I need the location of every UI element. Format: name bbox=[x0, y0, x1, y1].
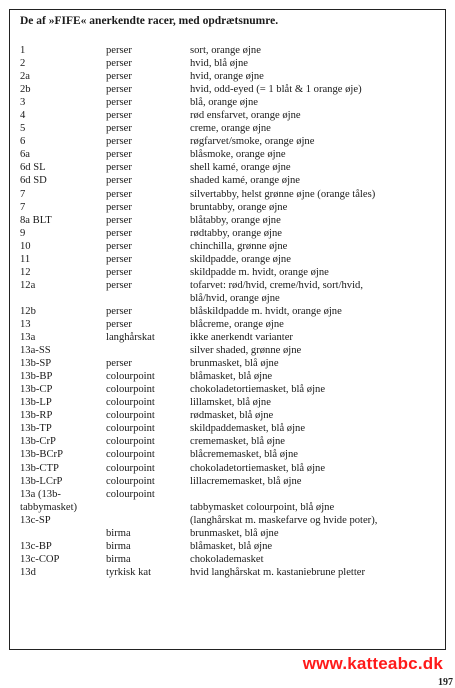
breed-number: 13d bbox=[20, 566, 36, 578]
breed-number: 3 bbox=[20, 97, 26, 109]
breed-description: (langhårskat m. maskefarve og hvide poter), bbox=[190, 514, 378, 526]
breed-number: 13 bbox=[20, 318, 31, 330]
breed-description: sort, orange øjne bbox=[190, 45, 261, 56]
breed-description: blåtabby, orange øjne bbox=[190, 214, 281, 226]
breed-description: hvid, blå øjne bbox=[190, 58, 248, 70]
breed-description: hvid langhårskat m. kastaniebrune pletter bbox=[190, 566, 366, 578]
breed-description: ikke anerkendt varianter bbox=[190, 332, 293, 344]
breed-description: brunmasket, blå øjne bbox=[190, 527, 279, 539]
breed-description: tabbymasket colourpoint, blå øjne bbox=[190, 501, 335, 513]
breed-type: perser bbox=[106, 279, 132, 291]
breed-type: perser bbox=[106, 227, 132, 239]
breed-type: perser bbox=[106, 188, 132, 200]
table-row bbox=[0, 344, 455, 357]
table-row bbox=[0, 422, 455, 435]
breed-type: perser bbox=[106, 45, 132, 56]
breed-description: rødtabby, orange øjne bbox=[190, 227, 282, 239]
breed-description: shell kamé, orange øjne bbox=[190, 162, 291, 174]
table-row bbox=[0, 122, 455, 135]
breed-description: blå, orange øjne bbox=[190, 97, 258, 109]
table-row bbox=[0, 279, 455, 305]
breed-description: crememasket, blå øjne bbox=[190, 436, 286, 448]
breed-type: colourpoint bbox=[106, 462, 155, 474]
breed-number: 12a bbox=[20, 279, 36, 291]
breed-type: perser bbox=[106, 358, 132, 370]
breed-number: 6a bbox=[20, 149, 30, 161]
breed-type: perser bbox=[106, 162, 132, 174]
breed-number: 9 bbox=[20, 227, 26, 239]
breed-type: colourpoint bbox=[106, 410, 155, 422]
breed-type: perser bbox=[106, 123, 132, 135]
breed-number: 7 bbox=[20, 188, 26, 200]
breed-description: skildpadde m. hvidt, orange øjne bbox=[190, 266, 329, 278]
table-row bbox=[0, 540, 455, 553]
table-row bbox=[0, 409, 455, 422]
breed-type: birma bbox=[106, 540, 131, 552]
breed-number: 13c-BP bbox=[20, 540, 52, 552]
breed-number: 5 bbox=[20, 123, 26, 135]
breed-description: skildpadde, orange øjne bbox=[190, 253, 291, 265]
breed-table bbox=[0, 44, 455, 579]
breed-type: perser bbox=[106, 136, 132, 148]
table-row bbox=[0, 527, 455, 540]
breed-description: blåskildpadde m. hvidt, orange øjne bbox=[190, 305, 342, 317]
breed-type: perser bbox=[106, 266, 132, 278]
breed-number: 1 bbox=[20, 45, 26, 56]
breed-description: creme, orange øjne bbox=[190, 123, 271, 135]
watermark[interactable]: www.katteabc.dk bbox=[302, 654, 443, 673]
table-row bbox=[0, 514, 455, 527]
breed-number: 13b-LP bbox=[20, 397, 52, 409]
breed-description: bruntabby, orange øjne bbox=[190, 201, 288, 213]
breed-description: blåcreme, orange øjne bbox=[190, 318, 284, 330]
table-row bbox=[0, 370, 455, 383]
breed-number: 6d SD bbox=[20, 175, 47, 187]
breed-description: shaded kamé, orange øjne bbox=[190, 175, 301, 187]
breed-type: perser bbox=[106, 71, 132, 83]
breed-type: perser bbox=[106, 110, 132, 122]
breed-description: hvid, odd-eyed (= 1 blåt & 1 orange øje) bbox=[190, 84, 362, 96]
breed-type: perser bbox=[106, 58, 132, 70]
breed-number: 13a-SS bbox=[20, 345, 51, 357]
breed-description: blåmasket, blå øjne bbox=[190, 540, 273, 552]
breed-description: hvid, orange øjne bbox=[190, 71, 264, 83]
table-row bbox=[0, 214, 455, 227]
table-row bbox=[0, 96, 455, 109]
breed-number: 4 bbox=[20, 110, 26, 122]
table-row bbox=[0, 553, 455, 566]
breed-type: colourpoint bbox=[106, 371, 155, 383]
breed-description: chokoladetortiemasket, blå øjne bbox=[190, 384, 326, 396]
table-row bbox=[0, 566, 455, 579]
table-row bbox=[0, 201, 455, 214]
breed-description: skildpaddemasket, blå øjne bbox=[190, 423, 306, 435]
breed-type: perser bbox=[106, 253, 132, 265]
table-row bbox=[0, 174, 455, 187]
breed-description: lillacrememasket, blå øjne bbox=[190, 475, 302, 487]
breed-description: chokoladetortiemasket, blå øjne bbox=[190, 462, 326, 474]
breed-description: rødmasket, blå øjne bbox=[190, 410, 274, 422]
breed-type: colourpoint bbox=[106, 384, 155, 396]
breed-number: 13b-LCrP bbox=[20, 475, 63, 487]
breed-description: blåmasket, blå øjne bbox=[190, 371, 273, 383]
breed-type: perser bbox=[106, 84, 132, 96]
breed-description: tofarvet: rød/hvid, creme/hvid, sort/hvid, blå/hvid, orange øjne bbox=[190, 279, 363, 304]
breed-description: blåcrememasket, blå øjne bbox=[190, 449, 298, 461]
table-row bbox=[0, 357, 455, 370]
table-row bbox=[0, 70, 455, 83]
table-row bbox=[0, 135, 455, 148]
breed-type: perser bbox=[106, 175, 132, 187]
breed-type: tyrkisk kat bbox=[106, 566, 152, 578]
table-row bbox=[0, 448, 455, 461]
breed-type: perser bbox=[106, 201, 132, 213]
breed-type: perser bbox=[106, 305, 132, 317]
breed-description: lillamsket, blå øjne bbox=[190, 397, 271, 409]
table-row bbox=[0, 318, 455, 331]
table-row bbox=[0, 488, 455, 514]
breed-description: røgfarvet/smoke, orange øjne bbox=[190, 136, 315, 148]
breed-type: colourpoint bbox=[106, 449, 155, 461]
table-row bbox=[0, 188, 455, 201]
breed-number: 13c-SP bbox=[20, 514, 51, 526]
breed-description: silvertabby, helst grønne øjne (orange tåles) bbox=[190, 188, 376, 200]
table-row bbox=[0, 462, 455, 475]
breed-number: 8a BLT bbox=[20, 214, 52, 226]
breed-type: birma bbox=[106, 527, 131, 539]
breed-number: 13a bbox=[20, 332, 36, 344]
breed-number: 13b-TP bbox=[20, 423, 52, 435]
table-row bbox=[0, 253, 455, 266]
breed-number: 13b-CTP bbox=[20, 462, 59, 474]
breed-type: perser bbox=[106, 214, 132, 226]
breed-number: 13b-RP bbox=[20, 410, 53, 422]
table-row bbox=[0, 83, 455, 96]
breed-number: 6 bbox=[20, 136, 26, 148]
table-row bbox=[0, 240, 455, 253]
breed-description: chokolademasket bbox=[190, 553, 264, 565]
breed-description: silver shaded, grønne øjne bbox=[190, 345, 302, 357]
breed-type: langhårskat bbox=[106, 332, 155, 344]
breed-number: 11 bbox=[20, 253, 31, 265]
table-row bbox=[0, 475, 455, 488]
breed-type: perser bbox=[106, 240, 132, 252]
breed-type: perser bbox=[106, 318, 132, 330]
table-row bbox=[0, 57, 455, 70]
breed-type: colourpoint bbox=[106, 397, 155, 409]
table-row bbox=[0, 161, 455, 174]
breed-description: brunmasket, blå øjne bbox=[190, 358, 279, 370]
breed-description: chinchilla, grønne øjne bbox=[190, 240, 288, 252]
breed-number: 13c-COP bbox=[20, 553, 60, 565]
breed-type: perser bbox=[106, 97, 132, 109]
table-row bbox=[0, 148, 455, 161]
breed-number: 13a (13b- tabbymasket) bbox=[20, 488, 78, 513]
table-row bbox=[0, 44, 455, 57]
breed-number: 13b-BCrP bbox=[20, 449, 63, 461]
table-row bbox=[0, 331, 455, 344]
table-row bbox=[0, 383, 455, 396]
breed-number: 2 bbox=[20, 58, 26, 70]
table-row bbox=[0, 227, 455, 240]
breed-type: birma bbox=[106, 553, 131, 565]
breed-number: 13b-CP bbox=[20, 384, 53, 396]
table-row bbox=[0, 109, 455, 122]
breed-type: colourpoint bbox=[106, 436, 155, 448]
breed-number: 7 bbox=[20, 201, 26, 213]
breed-number: 12 bbox=[20, 266, 31, 278]
breed-number: 6d SL bbox=[20, 162, 46, 174]
breed-type: colourpoint bbox=[106, 475, 155, 487]
page-title: De af »FIFE« anerkendte racer, med opdrætsnumre. bbox=[20, 15, 279, 27]
breed-number: 13b-SP bbox=[20, 358, 52, 370]
breed-number: 13b-CrP bbox=[20, 436, 56, 448]
page-number: 197 bbox=[438, 677, 453, 688]
breed-number: 13b-BP bbox=[20, 371, 53, 383]
table-row bbox=[0, 396, 455, 409]
table-row bbox=[0, 435, 455, 448]
breed-number: 12b bbox=[20, 305, 36, 317]
breed-type: colourpoint bbox=[106, 423, 155, 435]
breed-type: colourpoint bbox=[106, 488, 155, 500]
breed-description: rød ensfarvet, orange øjne bbox=[190, 110, 301, 122]
breed-description: blåsmoke, orange øjne bbox=[190, 149, 286, 161]
breed-number: 2a bbox=[20, 71, 30, 83]
breed-type: perser bbox=[106, 149, 132, 161]
breed-number: 10 bbox=[20, 240, 31, 252]
table-row bbox=[0, 266, 455, 279]
breed-number: 2b bbox=[20, 84, 31, 96]
table-row bbox=[0, 305, 455, 318]
